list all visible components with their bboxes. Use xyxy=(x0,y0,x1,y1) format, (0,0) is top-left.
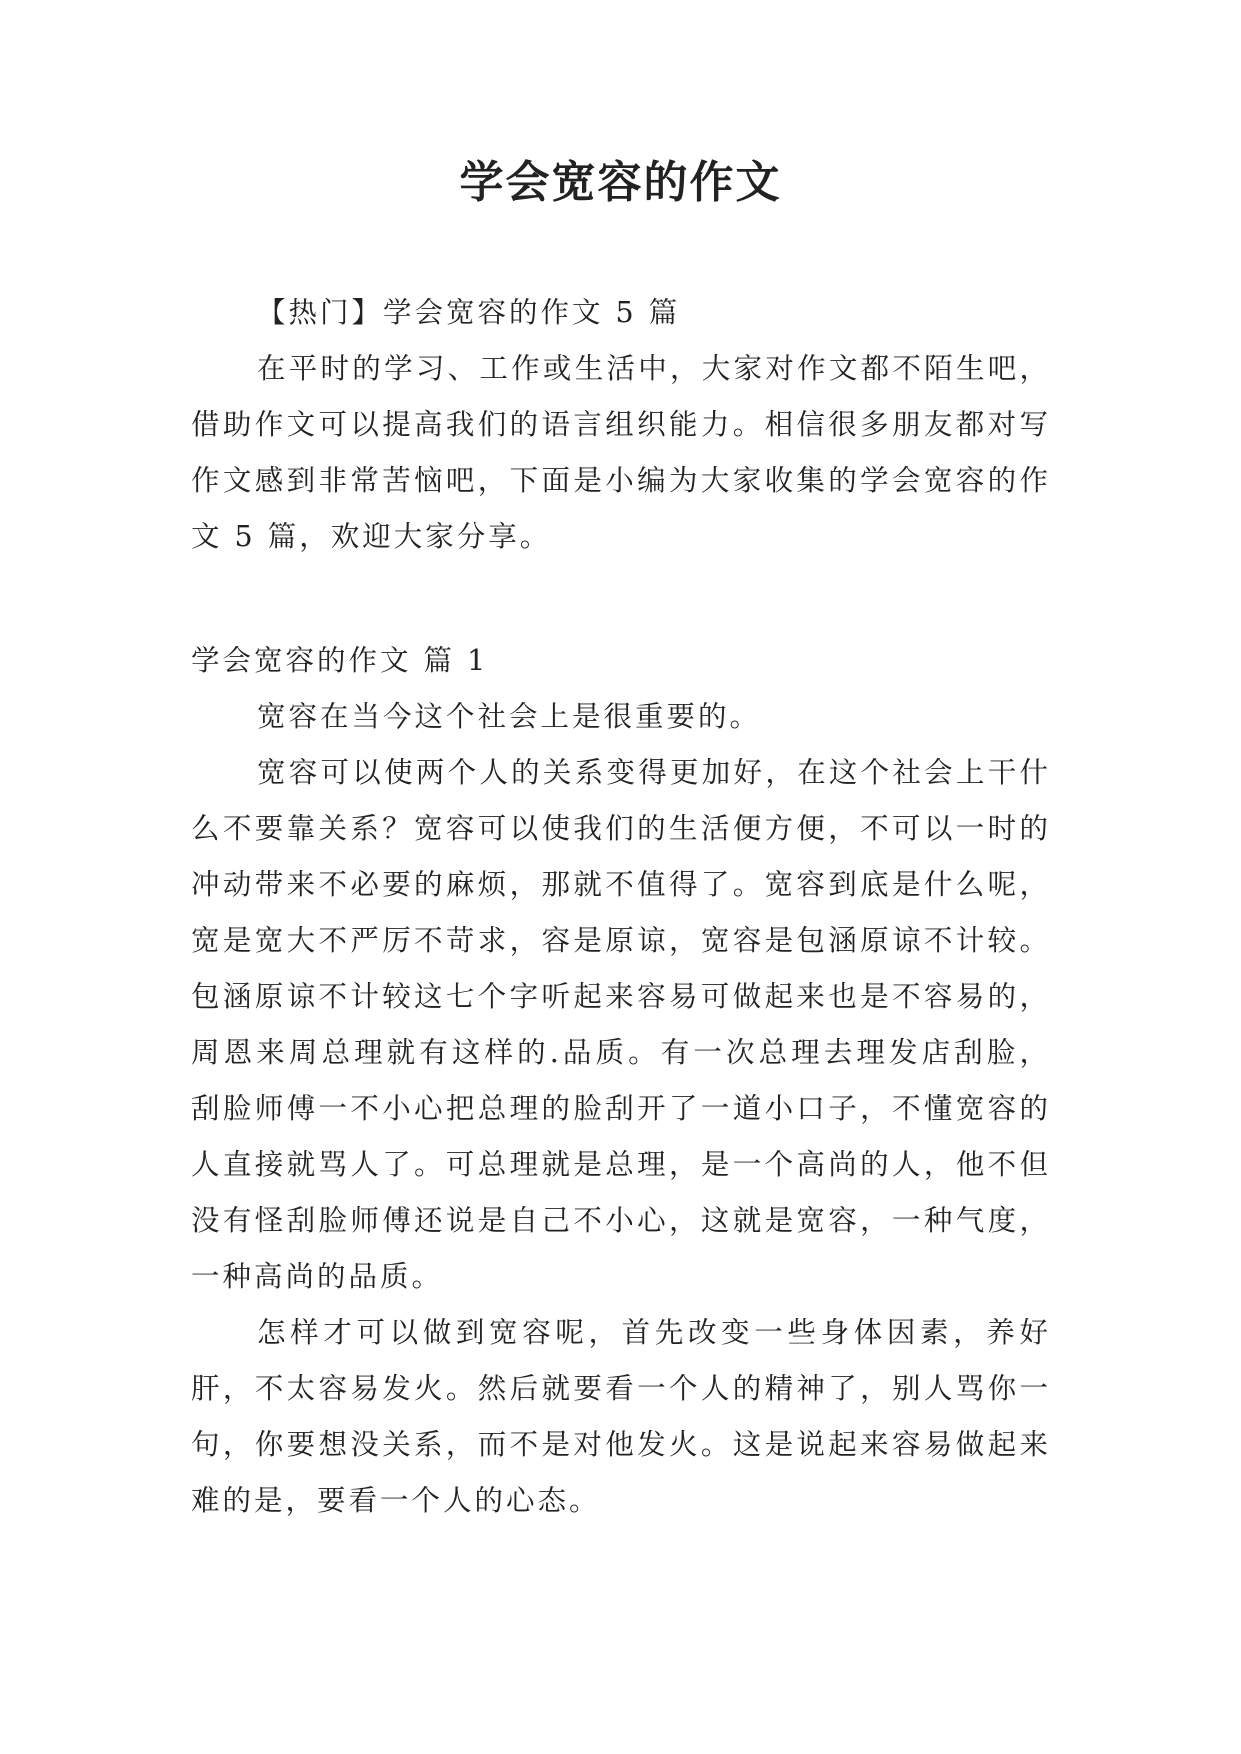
body-paragraph-1: 宽容在当今这个社会上是很重要的。 xyxy=(257,700,762,733)
body-paragraph-2: 宽容可以使两个人的关系变得更加好，在这个社会上干什么不要靠关系？宽容可以使我们的生活便方便，不可以一时的冲动带来不必要的麻烦，那就不值得了。宽容到底是什么呢，宽是宽大不严厉不苛求，容是原谅，宽容是包涵原谅不计较。包涵原谅不计较这七个字听起来容易可做起来也是不容易的，周恩来周总理就有这样的.品质。有一次总理去理发店刮脸，刮脸师傅一不小心把总理的脸刮开了一道小口子，不懂宽容的人直接就骂人了。可总理就是总理，是一个高尚的人，他不但没有怪刮脸师傅还说是自己不小心，这就是宽容，一种气度，一种高尚的品质。 xyxy=(191,756,1051,1293)
lead-line-block xyxy=(191,285,1051,341)
section-1 xyxy=(191,633,1051,1529)
body-paragraph-3: 怎样才可以做到宽容呢，首先改变一些身体因素，养好肝，不太容易发火。然后就要看一个人的精神了，别人骂你一句，你要想没关系，而不是对他发火。这是说起来容易做起来难的是，要看一个人的心态。 xyxy=(191,1316,1051,1517)
intro-paragraph: 在平时的学习、工作或生活中，大家对作文都不陌生吧，借助作文可以提高我们的语言组织能力。相信很多朋友都对写作文感到非常苦恼吧，下面是小编为大家收集的学会宽容的作文 5 篇，欢迎大家分享。 xyxy=(191,352,1051,553)
document-title: 学会宽容的作文 xyxy=(459,157,782,208)
intro-block xyxy=(191,341,1051,565)
lead-line: 【热门】学会宽容的作文 5 篇 xyxy=(257,296,681,329)
section-heading: 学会宽容的作文 篇 1 xyxy=(191,644,489,677)
